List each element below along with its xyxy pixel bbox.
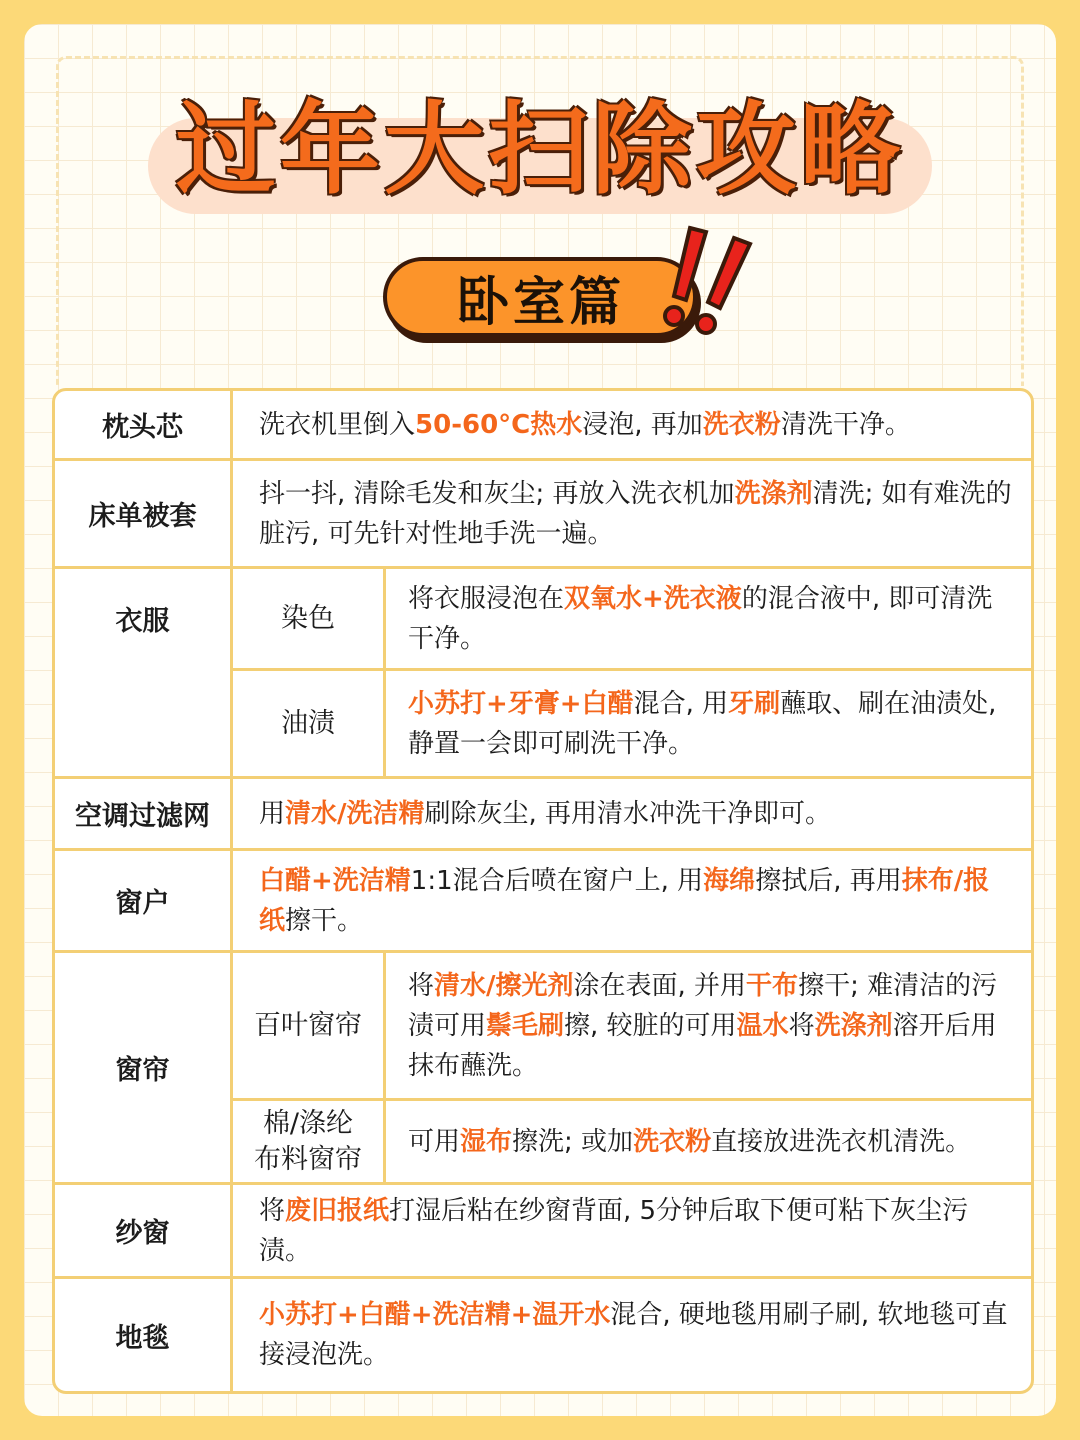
table-row xyxy=(55,461,1031,569)
plain-text: 1:1混合后喷在窗户上, 用 xyxy=(410,865,704,896)
highlight-text: 干布 xyxy=(746,970,799,1001)
plain-text: 将衣服浸泡在 xyxy=(408,583,565,614)
plain-text: 溶开后用抹布蘸洗。 xyxy=(408,1010,997,1081)
sub-label: 油渍 xyxy=(233,671,386,776)
highlight-text: 白醋+洗洁精 xyxy=(259,865,411,896)
plain-text: 清洗; 如有难洗的脏污, 可先针对性地手洗一遍。 xyxy=(259,478,1012,549)
plain-text: 洗衣机里倒入 xyxy=(259,409,416,440)
highlight-text: 牙刷 xyxy=(728,688,781,719)
table-row xyxy=(55,391,1031,461)
table-row xyxy=(55,1279,1031,1391)
plain-text: 混合, 硬地毯用刷子刷, 软地毯可直接浸泡洗。 xyxy=(259,1300,1008,1370)
plain-text: 打湿后粘在纱窗背面, 5分钟后取下便可粘下灰尘污渍。 xyxy=(259,1195,969,1266)
highlight-text: 湿布 xyxy=(460,1126,513,1157)
subtitle-text: 卧室篇 xyxy=(457,272,626,333)
row-label: 窗户 xyxy=(55,851,233,950)
plain-text: 将 xyxy=(788,1010,815,1041)
plain-text: 的混合液中, 即可清洗干净。 xyxy=(408,583,993,654)
plain-text: 清洗干净。 xyxy=(780,409,911,440)
sub-row xyxy=(233,671,1031,776)
plain-text: 可用 xyxy=(408,1126,461,1157)
plain-text: 蘸取、刷在油渍处, 静置一会即可刷洗干净。 xyxy=(408,688,997,759)
row-label: 枕头芯 xyxy=(55,391,233,458)
plain-text: 涂在表面, 并用 xyxy=(573,970,747,1001)
sub-row xyxy=(233,953,1031,1101)
row-desc xyxy=(259,405,911,445)
table-row xyxy=(55,851,1031,953)
table-row xyxy=(55,569,1031,779)
row-label: 衣服 xyxy=(55,569,233,776)
plain-text: 将 xyxy=(259,1195,286,1226)
highlight-text: 双氧水+洗衣液 xyxy=(564,583,742,614)
table-row xyxy=(55,1185,1031,1279)
row-label: 地毯 xyxy=(55,1279,233,1391)
row-label: 床单被套 xyxy=(55,461,233,566)
highlight-text: 洗衣粉 xyxy=(633,1126,712,1157)
plain-text: 擦洗; 或加 xyxy=(512,1126,634,1157)
sub-row xyxy=(233,1101,1031,1182)
highlight-text: 洗衣粉 xyxy=(702,409,781,440)
row-label: 窗帘 xyxy=(55,953,233,1182)
plain-text: 直接放进洗衣机清洗。 xyxy=(711,1126,972,1157)
sub-row xyxy=(233,569,1031,671)
highlight-text: 50-60°C热水 xyxy=(415,409,583,440)
row-label: 纱窗 xyxy=(55,1185,233,1276)
sub-desc xyxy=(408,684,1015,764)
plain-text: 用 xyxy=(259,798,286,829)
plain-text: 混合, 用 xyxy=(633,688,729,719)
plain-text: 擦干; 难清洁的污渍可用 xyxy=(408,970,998,1041)
highlight-text: 抹布/报纸 xyxy=(259,865,990,936)
sub-desc xyxy=(408,579,1015,659)
row-desc xyxy=(259,861,1015,941)
plain-text: 浸泡, 再加 xyxy=(582,409,703,440)
highlight-text: 清水/擦光剂 xyxy=(434,970,574,1001)
cleaning-table xyxy=(52,388,1034,1394)
highlight-text: 废旧报纸 xyxy=(285,1195,390,1226)
highlight-text: 清水/洗洁精 xyxy=(285,798,425,829)
row-label: 空调过滤网 xyxy=(55,779,233,848)
highlight-text: 小苏打+牙膏+白醋 xyxy=(408,688,634,719)
highlight-text: 洗涤剂 xyxy=(734,478,813,509)
highlight-text: 温水 xyxy=(736,1010,789,1041)
highlight-text: 海绵 xyxy=(703,865,756,896)
row-desc xyxy=(259,1295,1015,1375)
row-desc xyxy=(259,794,831,834)
plain-text: 刷除灰尘, 再用清水冲洗干净即可。 xyxy=(424,798,832,829)
sub-desc xyxy=(408,966,1015,1086)
plain-text: 将 xyxy=(408,970,435,1001)
row-desc xyxy=(259,1191,1015,1271)
plain-text: 抖一抖, 清除毛发和灰尘; 再放入洗衣机加 xyxy=(259,478,735,509)
sub-label: 染色 xyxy=(233,569,386,668)
table-row xyxy=(55,779,1031,851)
plain-text: 擦拭后, 再用 xyxy=(755,865,902,896)
table-row xyxy=(55,953,1031,1185)
sub-label: 百叶窗帘 xyxy=(233,953,386,1098)
sub-desc xyxy=(408,1122,971,1162)
sub-label: 棉/涤纶 布料窗帘 xyxy=(233,1101,386,1182)
double-exclamation-icon xyxy=(650,220,760,340)
highlight-text: 小苏打+白醋+洗洁精+温开水 xyxy=(259,1300,611,1330)
plain-text: 擦干。 xyxy=(285,905,364,936)
highlight-text: 鬃毛刷 xyxy=(486,1010,565,1041)
plain-text: 擦, 较脏的可用 xyxy=(564,1010,737,1041)
page-title: 过年大扫除攻略 xyxy=(176,91,904,208)
row-desc xyxy=(259,474,1015,554)
highlight-text: 洗涤剂 xyxy=(814,1010,893,1041)
